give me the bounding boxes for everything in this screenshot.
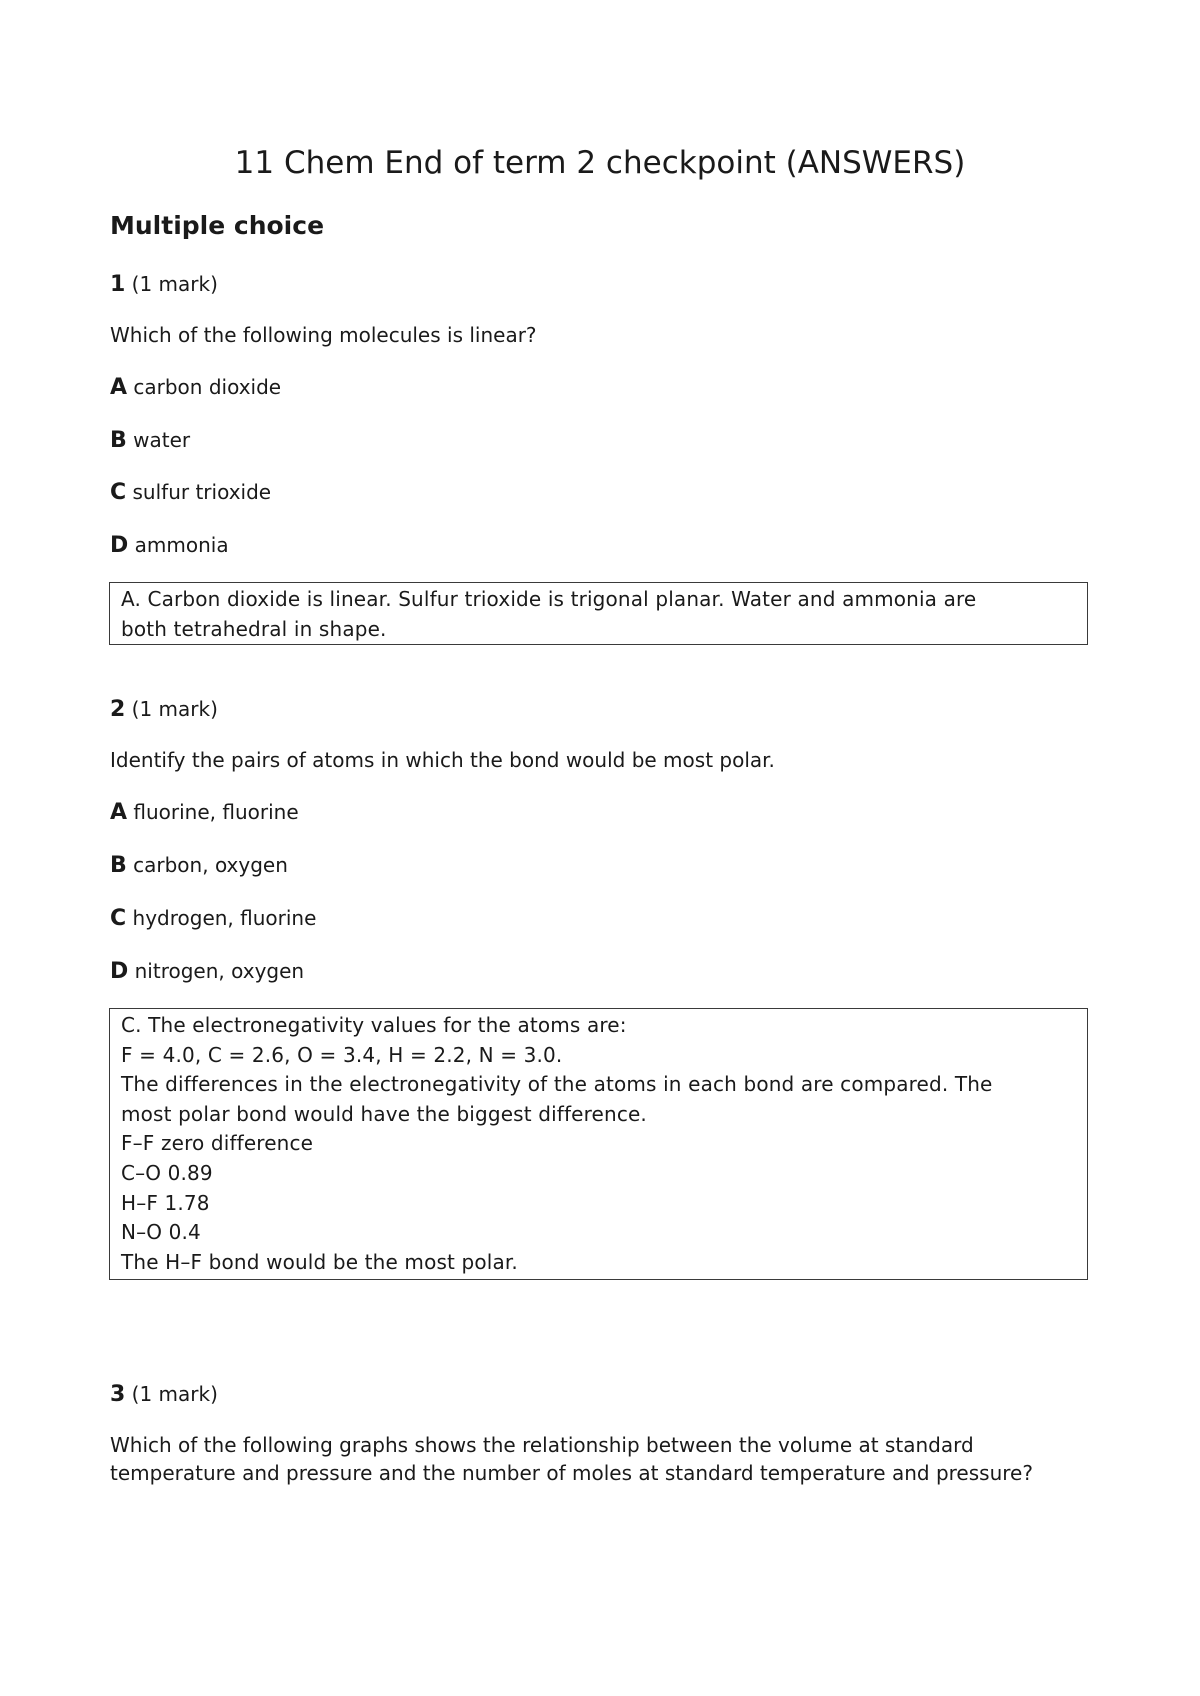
question-2-header xyxy=(110,696,218,723)
question-number: 3 xyxy=(110,1382,126,1407)
answer-line: C–O 0.89 xyxy=(121,1160,213,1185)
option-text: nitrogen, oxygen xyxy=(134,959,305,983)
option-letter: C xyxy=(110,906,127,931)
question-1-prompt: Which of the following molecules is linear? xyxy=(110,323,537,347)
question-marks: (1 mark) xyxy=(131,1382,218,1406)
option-d xyxy=(110,958,304,985)
question-marks: (1 mark) xyxy=(131,697,218,721)
option-letter: C xyxy=(110,480,127,505)
option-a xyxy=(110,799,299,826)
question-number: 1 xyxy=(110,272,126,297)
answer-line: F = 4.0, C = 2.6, O = 3.4, H = 2.2, N = 3.0. xyxy=(121,1042,563,1067)
option-letter: D xyxy=(110,959,129,984)
option-text: ammonia xyxy=(134,533,229,557)
question-1-header xyxy=(110,271,218,298)
option-text: carbon, oxygen xyxy=(133,853,288,877)
question-number: 2 xyxy=(110,697,126,722)
question-marks: (1 mark) xyxy=(131,272,218,296)
question-3-prompt-line-1: Which of the following graphs shows the relationship between the volume at standard xyxy=(110,1433,974,1457)
answer-line: most polar bond would have the biggest difference. xyxy=(121,1101,647,1126)
answer-line: N–O 0.4 xyxy=(121,1220,201,1245)
option-text: water xyxy=(133,428,191,452)
option-c xyxy=(110,905,316,932)
option-text: sulfur trioxide xyxy=(132,480,272,504)
page-title: 11 Chem End of term 2 checkpoint (ANSWERS) xyxy=(234,145,966,181)
answer-line: A. Carbon dioxide is linear. Sulfur trioxide is trigonal planar. Water and ammonia are xyxy=(121,587,977,611)
option-text: hydrogen, fluorine xyxy=(132,906,317,930)
option-letter: D xyxy=(110,533,129,558)
answer-box-2 xyxy=(109,1008,1088,1280)
question-3-header xyxy=(110,1381,218,1408)
option-letter: A xyxy=(110,800,128,825)
answer-line: The differences in the electronegativity of the atoms in each bond are compared. The xyxy=(121,1072,993,1097)
question-3-prompt-line-2: temperature and pressure and the number of moles at standard temperature and pressure? xyxy=(110,1461,1033,1485)
option-b xyxy=(110,427,190,454)
answer-line: C. The electronegativity values for the atoms are: xyxy=(121,1013,627,1037)
answer-line: F–F zero difference xyxy=(121,1131,314,1156)
option-c xyxy=(110,479,271,506)
option-text: fluorine, fluorine xyxy=(133,800,299,824)
section-heading: Multiple choice xyxy=(110,211,325,240)
answer-box-1 xyxy=(109,582,1088,645)
option-b xyxy=(110,852,288,879)
option-letter: B xyxy=(110,853,127,878)
option-letter: B xyxy=(110,428,127,453)
answer-line: The H–F bond would be the most polar. xyxy=(121,1249,518,1274)
answer-line: both tetrahedral in shape. xyxy=(121,616,387,641)
option-text: carbon dioxide xyxy=(133,375,282,399)
answer-line: H–F 1.78 xyxy=(121,1190,210,1215)
option-letter: A xyxy=(110,375,128,400)
option-a xyxy=(110,374,281,401)
question-2-prompt: Identify the pairs of atoms in which the bond would be most polar. xyxy=(110,748,775,772)
option-d xyxy=(110,532,229,559)
